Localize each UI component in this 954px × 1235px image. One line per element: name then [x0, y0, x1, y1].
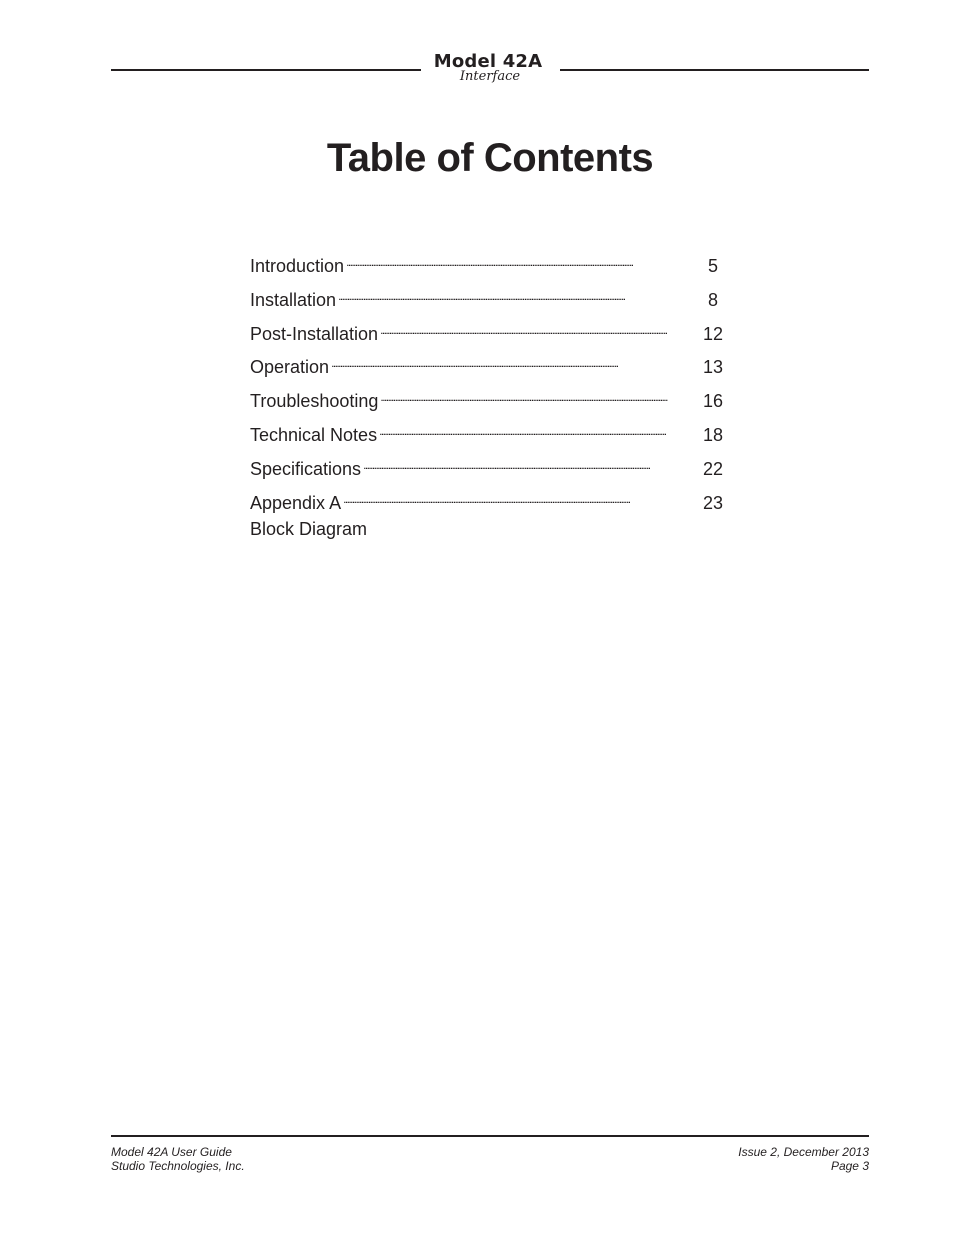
- footer-right: [669, 1145, 869, 1173]
- toc-entry-page: 8: [707, 289, 718, 310]
- toc-entry-page: 16: [702, 391, 724, 412]
- toc-dot-leader: [379, 415, 690, 441]
- product-logo: [424, 52, 552, 92]
- toc-entry-page: 5: [707, 256, 718, 276]
- footer-company: Studio Technologies, Inc.: [111, 1159, 245, 1173]
- toc-entry-label: Introduction: [250, 256, 345, 276]
- footer-page-number: Page 3: [830, 1159, 869, 1173]
- toc-entry-label: Troubleshooting: [250, 391, 379, 412]
- toc-dot-leader: [363, 449, 690, 475]
- toc-dot-leader: [380, 381, 690, 407]
- footer-left: [111, 1145, 245, 1173]
- toc-entry-page: 22: [702, 458, 724, 479]
- toc-dot-leader: [346, 246, 690, 272]
- toc-entry-appendix-a[interactable]: [250, 483, 730, 517]
- toc-entry-label: Installation: [250, 289, 337, 310]
- toc-entry-technical-notes[interactable]: [250, 415, 730, 449]
- toc-dot-leader: [331, 347, 690, 373]
- logo-model-text: Model 42A: [433, 51, 543, 72]
- toc-entry-page: 23: [702, 492, 724, 513]
- toc-entry-specifications[interactable]: [250, 449, 730, 483]
- toc-entry-label: Appendix A: [250, 492, 342, 513]
- logo-subtitle-text: Interface: [459, 69, 521, 84]
- footer-guide-title: Model 42A User Guide: [111, 1145, 232, 1159]
- toc-entry-label: Operation: [250, 357, 330, 378]
- toc-entry-introduction[interactable]: [250, 246, 730, 280]
- toc-entry-block-diagram[interactable]: [250, 516, 730, 550]
- toc-entry-operation[interactable]: [250, 347, 730, 381]
- toc-entry-installation[interactable]: [250, 280, 730, 314]
- toc-entry-label: Specifications: [250, 458, 362, 479]
- table-of-contents: [250, 246, 730, 550]
- toc-entry-post-installation[interactable]: [250, 314, 730, 348]
- header-rule-right: [560, 69, 869, 71]
- footer-issue-date: Issue 2, December 2013: [738, 1145, 869, 1159]
- toc-entry-page: 13: [702, 357, 724, 378]
- toc-dot-leader: [343, 483, 690, 509]
- toc-entry-page: 12: [702, 323, 724, 344]
- toc-entry-label: Block Diagram: [250, 519, 368, 540]
- page-title: Table of Contents: [326, 136, 654, 180]
- toc-dot-leader: [338, 280, 690, 306]
- toc-entry-page: 18: [702, 424, 724, 445]
- toc-entry-troubleshooting[interactable]: [250, 381, 730, 415]
- footer-rule: [111, 1135, 869, 1137]
- toc-entry-label: Post-Installation: [250, 323, 379, 344]
- toc-dot-leader: [380, 314, 690, 340]
- header-rule-left: [111, 69, 421, 71]
- toc-entry-label: Technical Notes: [250, 424, 378, 445]
